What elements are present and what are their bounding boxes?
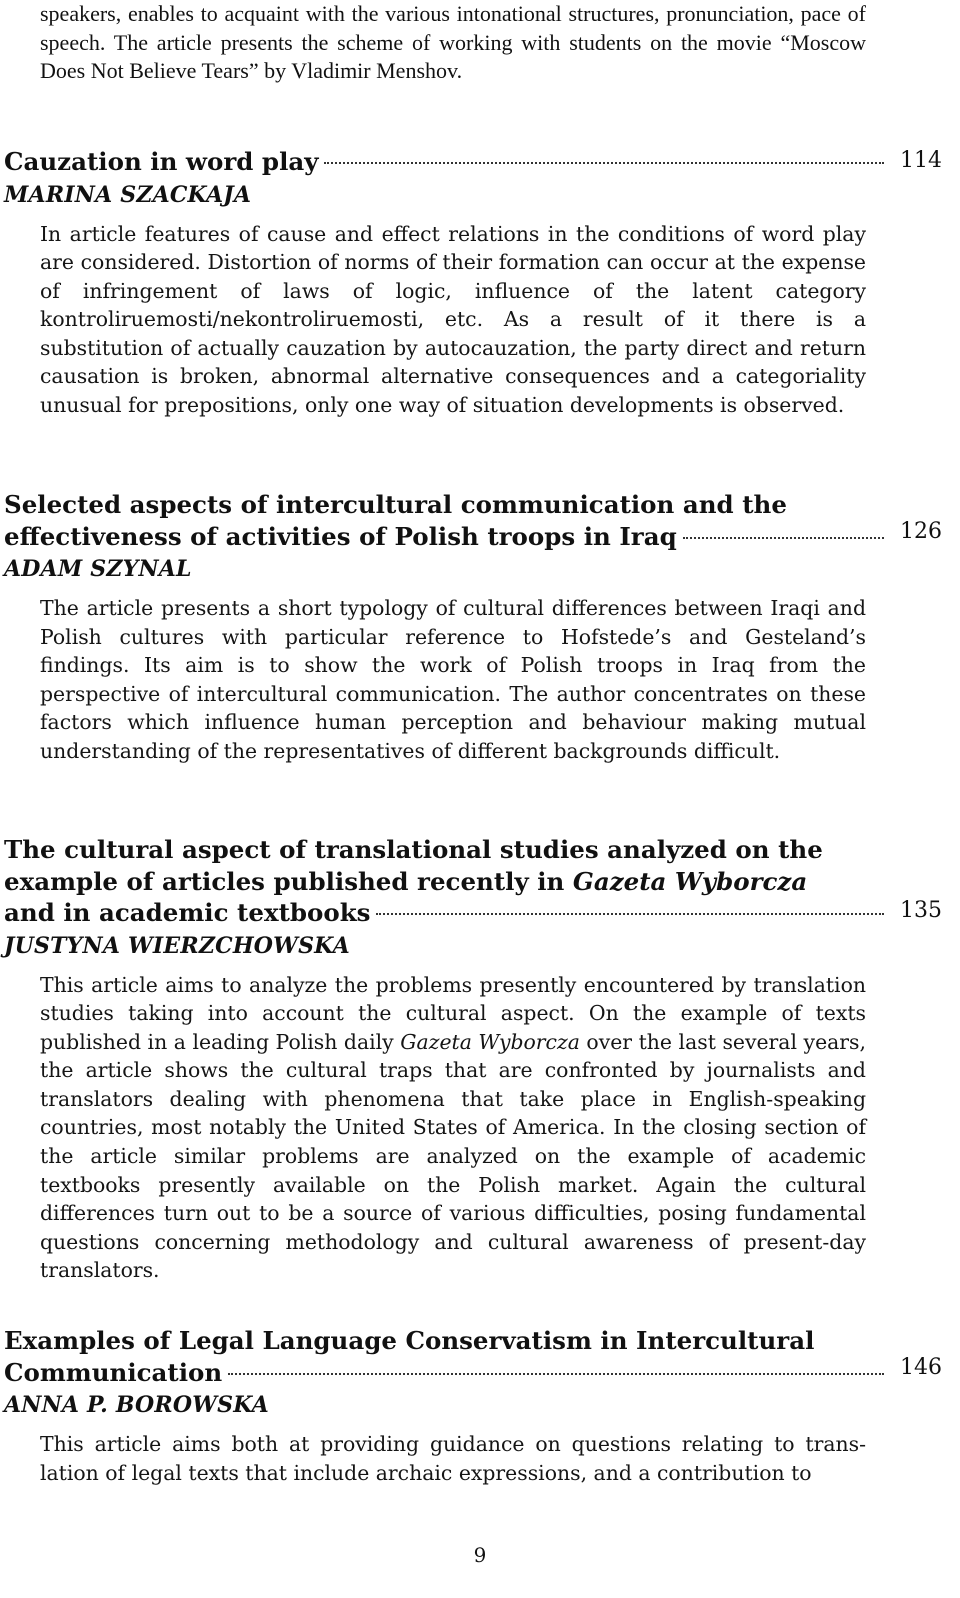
entry-author: ANNA P. BOROWSKA [4, 1392, 269, 1418]
entry-author: ADAM SZYNAL [4, 556, 192, 582]
entry-author: JUSTYNA WIERZCHOWSKA [4, 932, 350, 959]
entry-title-line: and in academic textbooks [4, 898, 371, 927]
entry-abstract: The article presents a short typology of cultural differences between Iraqi and Polish cultures with particular reference to Hofstede’s and Gesteland’s findings. Its aim is to show the work of Polish troops in Iraq from the perspective of intercultural communication. The author concentrates on these factors which influence human perception and behaviour making mutual understanding of the representatives of different backgrounds difficult. [40, 596, 866, 763]
entry-title-line: Selected aspects of intercultural communication and the [4, 490, 787, 519]
entry-author: MARINA SZACKAJA [4, 181, 252, 208]
entry-abstract [40, 971, 866, 1286]
entry-title-line: Communication [4, 1357, 223, 1387]
entry-title-line [4, 866, 884, 898]
entry-title [4, 489, 884, 552]
entry-title-line: The cultural aspect of translational studies analyzed on the [4, 835, 823, 864]
entry-abstract: In article features of cause and effect relations in the conditions of word play are considered. Distortion of norms of their formation can occur at the expense of infringement of laws of logic, influence of the latent category kontroliruemosti/nekontroliruemosti, etc. As a result of it there is a substitution of actually cauzation by autocauzation, the party direct and return causation is broken, abnormal alternative consequences and a categoriality unusual for prepositions, only one way of situation developments is observed. [40, 221, 866, 418]
entry-title [4, 834, 884, 929]
page-footer-number: 9 [473, 1543, 487, 1567]
leader-dots [376, 913, 884, 915]
entry-title-text: example of articles published recently in [4, 866, 573, 896]
intro-paragraph: speakers, enables to acquaint with the various intonational structures, pronunciation, pace of speech. The article presents the scheme of working with students on the movie “Moscow Does Not Believe Tears” by Vladimir Menshov. [40, 1, 866, 83]
toc-entry [0, 1325, 960, 1487]
publication-name: Gazeta Wyborcza [572, 866, 808, 896]
entry-title [4, 1325, 884, 1388]
leader-dots [324, 162, 884, 164]
entry-page-number: 146 [900, 1355, 942, 1380]
entry-page-number: 135 [900, 898, 942, 923]
entry-title-line: effectiveness of activities of Polish troops in Iraq [4, 521, 677, 551]
entry-title [4, 146, 884, 178]
entry-abstract: This article aims both at providing guidance on questions relating to trans-lation of legal texts that include archaic expressions, and a contribution to [40, 1432, 866, 1485]
toc-entry [0, 146, 960, 420]
entry-title-line: Cauzation in word play [4, 147, 319, 176]
entry-page-number: 126 [900, 519, 942, 544]
publication-name: Gazeta Wyborcza [400, 1029, 580, 1054]
toc-entry [0, 834, 960, 1285]
abstract-text: This article aims to analyze the problems presently encountered by translation studies taking into account the cultural aspect. On the example of texts published in a leading Polish daily [40, 972, 866, 1054]
leader-dots [228, 1373, 884, 1375]
toc-entry [0, 489, 960, 766]
leader-dots [683, 537, 884, 539]
entry-title-line: Examples of Legal Language Conservatism in Intercultural [4, 1326, 815, 1355]
abstract-text: over the last several years, the article shows the cultural traps that are confronted by journalists and translators dealing with phenomena that take place in English-speaking countries, most notably the United States of America. In the closing section of the article similar problems are analyzed on the example of academic textbooks presently available on the Polish market. Again the cultural differences turn out to be a source of various difficulties, posing fundamental questions concerning methodology and cultural awareness of present-day translators. [40, 1029, 866, 1283]
entry-page-number: 114 [900, 148, 942, 173]
